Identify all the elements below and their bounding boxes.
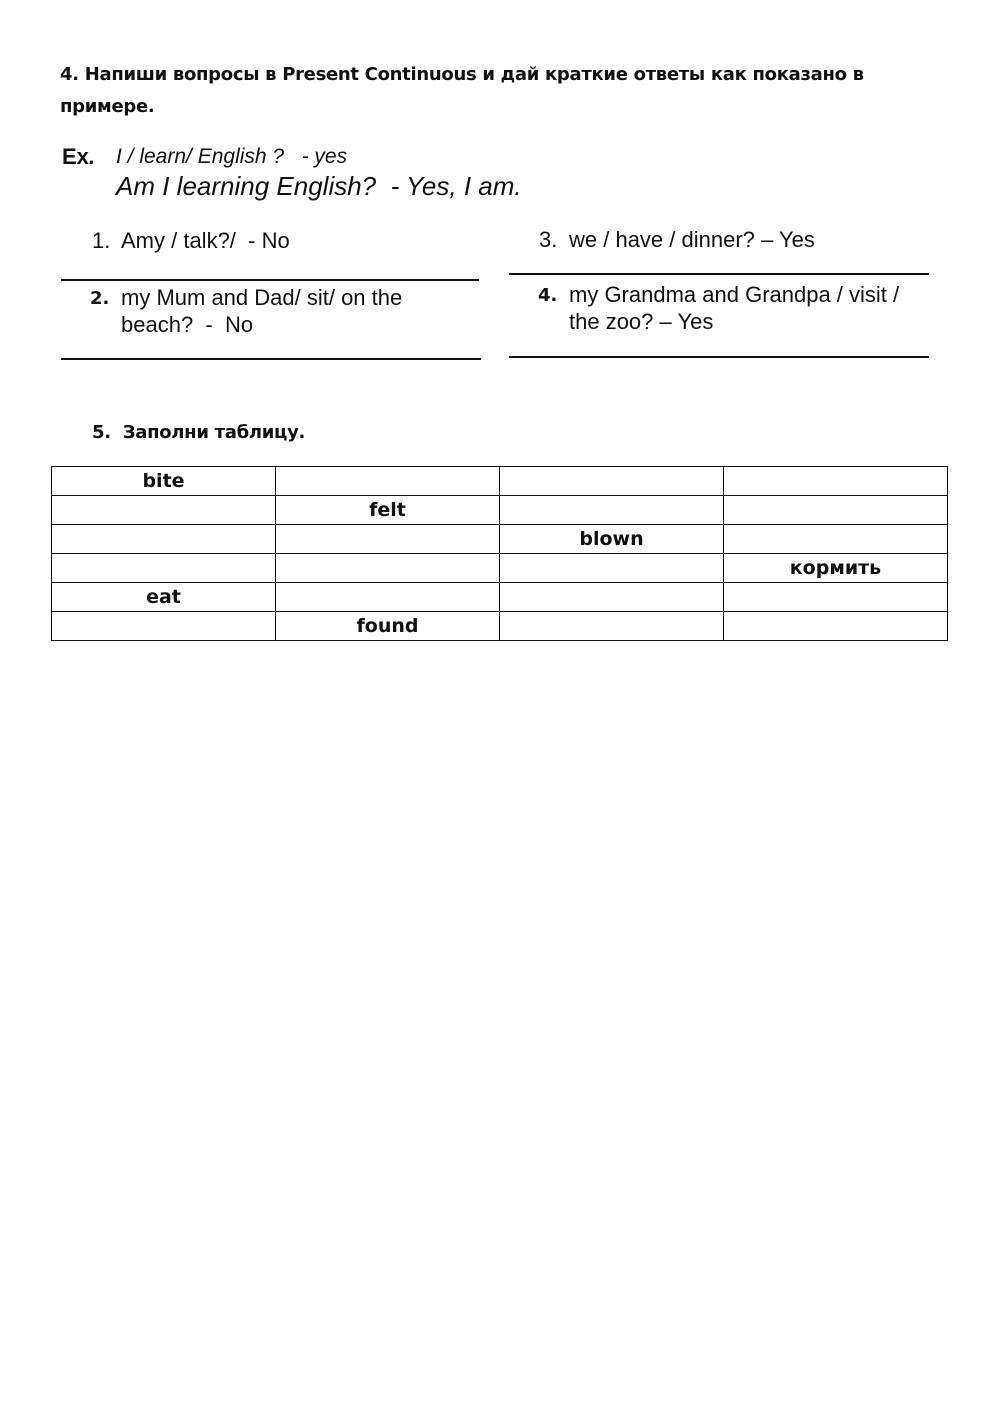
table-cell[interactable]: [500, 467, 724, 496]
example-prompt: I / learn/ English ? - yes: [116, 145, 348, 168]
question-1-text: Amy / talk?/ - No: [121, 228, 290, 253]
table-cell[interactable]: found: [276, 612, 500, 641]
table-row: [52, 583, 948, 612]
task5-heading: [92, 417, 305, 449]
table-cell[interactable]: [500, 583, 724, 612]
table-cell[interactable]: [52, 496, 276, 525]
table-cell[interactable]: [276, 554, 500, 583]
question-1-number: 1.: [92, 228, 111, 253]
question-2-text: my Mum and Dad/ sit/ on the beach? - No: [121, 285, 403, 337]
table-cell[interactable]: кормить: [724, 554, 948, 583]
table-cell[interactable]: [724, 583, 948, 612]
task5-heading-text: Заполни таблицу.: [122, 422, 306, 443]
question-4-answer-line[interactable]: [509, 356, 929, 358]
table-cell[interactable]: [724, 496, 948, 525]
table-cell[interactable]: blown: [500, 525, 724, 554]
table-row: [52, 612, 948, 641]
table-row: [52, 525, 948, 554]
table-cell[interactable]: [276, 467, 500, 496]
task4-heading: 4. Напиши вопросы в Present Continuous и дай краткие ответы как показано в примере.: [60, 64, 864, 117]
table-cell[interactable]: [724, 467, 948, 496]
table-row: [52, 554, 948, 583]
question-3-text: we / have / dinner? – Yes: [569, 227, 815, 252]
table-cell[interactable]: bite: [52, 467, 276, 496]
table-cell[interactable]: [276, 583, 500, 612]
question-4-text: my Grandma and Grandpa / visit / the zoo? – Yes: [569, 282, 900, 334]
question-3-number: 3.: [539, 227, 558, 252]
example-label-dot: .: [88, 144, 96, 169]
table-cell[interactable]: [500, 496, 724, 525]
table-row: [52, 467, 948, 496]
table-cell[interactable]: [724, 525, 948, 554]
question-1-answer-line[interactable]: [61, 279, 479, 281]
example-label: [62, 144, 95, 170]
table-cell[interactable]: [500, 612, 724, 641]
example-answer: Am I learning English? - Yes, I am.: [116, 171, 522, 201]
table-cell[interactable]: [276, 525, 500, 554]
question-4-number: 4.: [538, 285, 558, 306]
table-cell[interactable]: [52, 612, 276, 641]
table-cell[interactable]: felt: [276, 496, 500, 525]
task5-number: 5.: [92, 422, 111, 443]
table-row: [52, 496, 948, 525]
question-2-answer-line[interactable]: [61, 358, 481, 360]
table-cell[interactable]: [724, 612, 948, 641]
table-cell[interactable]: [500, 554, 724, 583]
table-cell[interactable]: [52, 525, 276, 554]
table-cell[interactable]: [52, 554, 276, 583]
table-cell[interactable]: eat: [52, 583, 276, 612]
verb-forms-table: [51, 466, 948, 641]
question-2-number: 2.: [90, 288, 110, 309]
example-label-text: Ex: [62, 144, 89, 169]
question-3-answer-line[interactable]: [509, 273, 929, 275]
